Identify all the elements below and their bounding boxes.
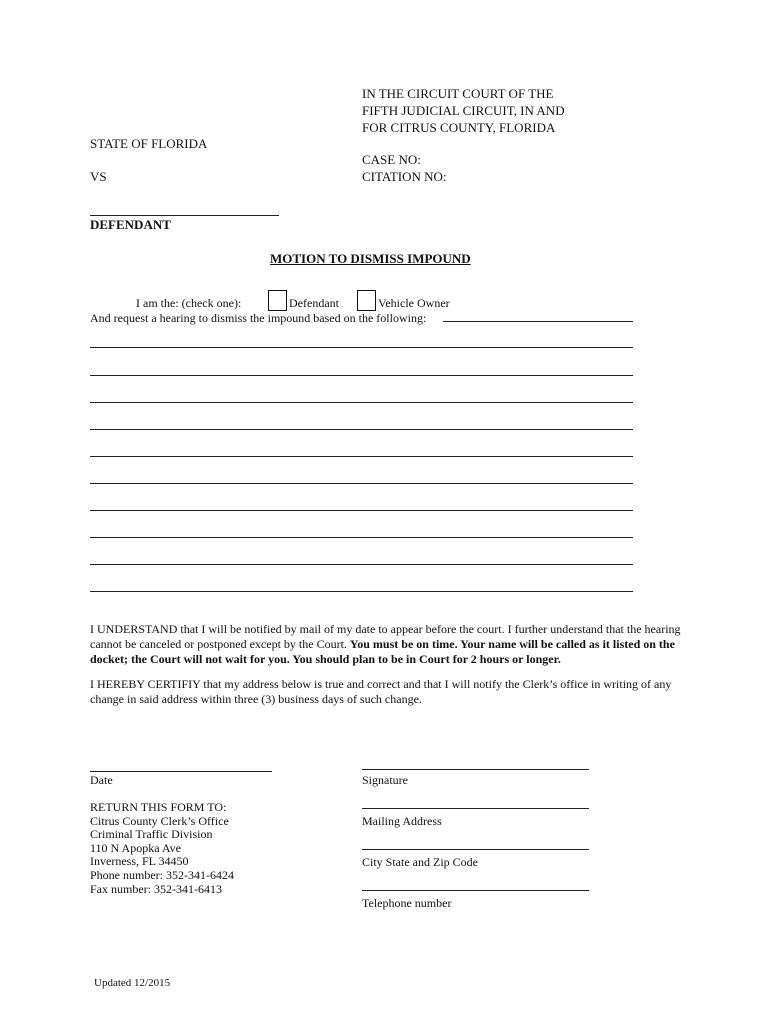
vehicle-owner-checkbox[interactable] [357, 290, 376, 311]
date-line[interactable] [90, 771, 272, 772]
defendant-label: DEFENDANT [90, 217, 171, 232]
reason-line[interactable] [90, 564, 633, 565]
defendant-name-line[interactable] [90, 215, 279, 216]
vehicle-owner-option-label: Vehicle Owner [378, 296, 450, 310]
defendant-checkbox[interactable] [268, 290, 287, 311]
certify-paragraph: I HEREBY CERTIFIY that my address below is true and correct and that I will notify the Clerk’s office in writing of any change in said address within three (3) business days of such change. [90, 677, 672, 706]
citation-no-label: CITATION NO: [362, 169, 447, 184]
telephone-line[interactable] [362, 890, 589, 891]
plaintiff-label: STATE OF FLORIDA [90, 136, 208, 151]
reason-line[interactable] [90, 483, 633, 484]
reason-line[interactable] [90, 347, 633, 348]
city-state-zip-label: City State and Zip Code [362, 855, 478, 869]
reason-line[interactable] [90, 402, 633, 403]
check-one-prompt: I am the: (check one): [136, 296, 242, 310]
court-heading-line-3: FOR CITRUS COUNTY, FLORIDA [362, 120, 556, 135]
signature-label: Signature [362, 773, 408, 787]
reason-line[interactable] [90, 591, 633, 592]
understand-warning-text: You must be on time. Your name will be called as it listed on the docket; the Court will not wait for you. You should plan to be in Court for 2 hours or longer. [90, 637, 675, 666]
reason-line[interactable] [90, 375, 633, 376]
defendant-option-label: Defendant [289, 296, 339, 310]
reason-line[interactable] [443, 321, 633, 322]
telephone-label: Telephone number [362, 896, 452, 910]
court-heading-line-1: IN THE CIRCUIT COURT OF THE [362, 86, 554, 101]
city-state-zip-line[interactable] [362, 849, 589, 850]
return-phone: Phone number: 352-341-6424 [90, 868, 234, 882]
understand-paragraph [90, 622, 682, 667]
reason-line[interactable] [90, 456, 633, 457]
reason-line[interactable] [90, 537, 633, 538]
form-title: MOTION TO DISMISS IMPOUND [270, 251, 471, 266]
case-no-label: CASE NO: [362, 152, 421, 167]
signature-line[interactable] [362, 769, 589, 770]
return-office: Citrus County Clerk’s Office [90, 814, 229, 828]
return-street: 110 N Apopka Ave [90, 841, 181, 855]
court-heading-line-2: FIFTH JUDICIAL CIRCUIT, IN AND [362, 103, 565, 118]
hearing-request-text: And request a hearing to dismiss the impound based on the following: [90, 311, 427, 325]
return-fax: Fax number: 352-341-6413 [90, 882, 222, 896]
return-division: Criminal Traffic Division [90, 827, 213, 841]
mailing-address-label: Mailing Address [362, 814, 442, 828]
mailing-address-line[interactable] [362, 808, 589, 809]
return-city: Inverness, FL 34450 [90, 854, 189, 868]
reason-line[interactable] [90, 429, 633, 430]
return-heading: RETURN THIS FORM TO: [90, 800, 227, 814]
understand-text: I UNDERSTAND that I will be notified by mail of my date to appear before the court. I further understand that the hearing cannot be canceled or postponed except by the Court. [90, 622, 681, 651]
reason-line[interactable] [90, 510, 633, 511]
versus-label: VS [90, 169, 107, 184]
date-label: Date [90, 773, 113, 787]
updated-footer: Updated 12/2015 [94, 977, 171, 989]
